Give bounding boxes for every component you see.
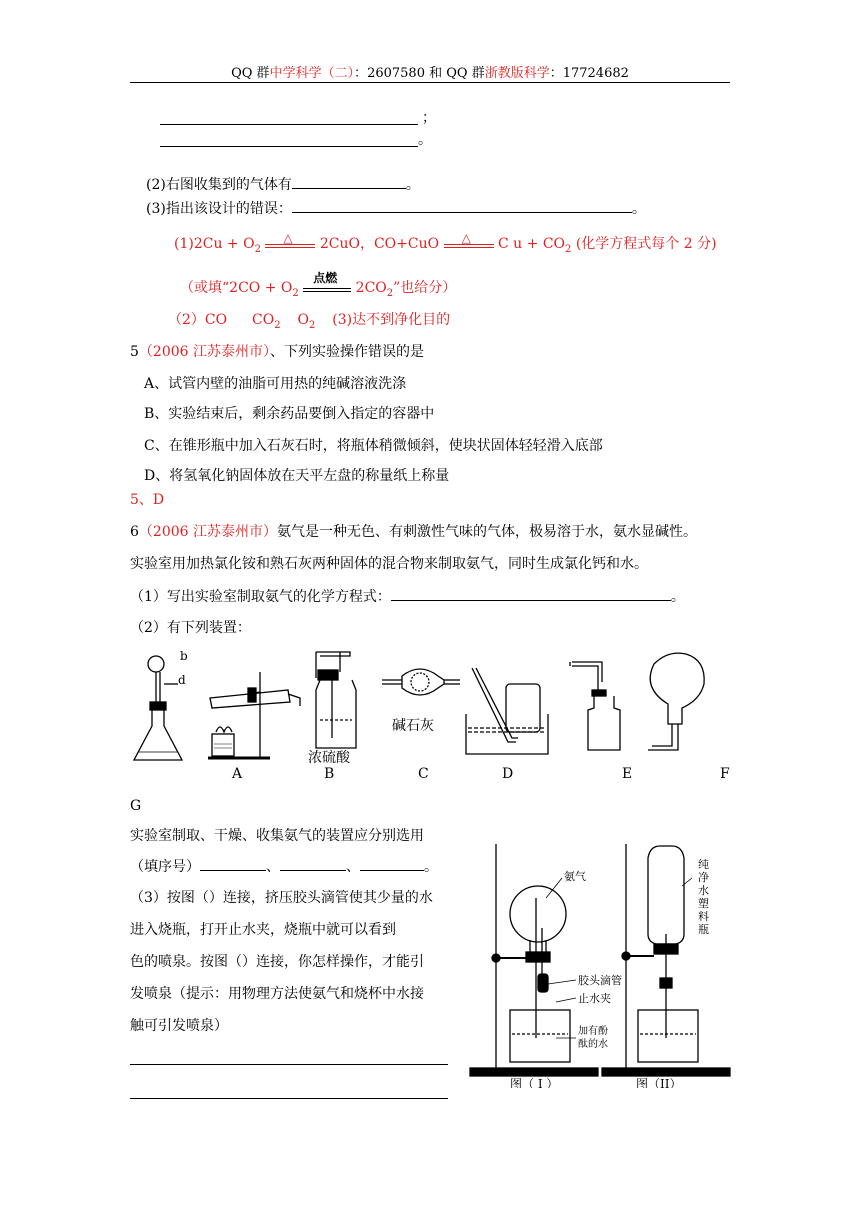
reaction-condition-arrow <box>303 271 351 298</box>
header-text-suffix: ：17724682 <box>549 66 629 81</box>
label-clamp: 止水夹 <box>578 992 611 1005</box>
caption-figure-2: 图（II） <box>636 1077 682 1088</box>
q6-part3-line3: 色的喷泉。按图（）连接，你怎样操作，才能引 <box>130 954 424 970</box>
equation-text: (1)2Cu + O <box>174 236 255 252</box>
answer-blank[interactable] <box>391 586 671 601</box>
condition-heat: △ <box>283 231 293 245</box>
q6-part3-line2: 进入烧瓶，打开止水夹，烧瓶中就可以看到 <box>130 922 396 938</box>
alt-equation-product: 2CO <box>355 280 387 296</box>
reaction-condition-arrow <box>444 231 494 254</box>
apparatus-b-icon <box>208 672 300 758</box>
condition-ignite: 点燃 <box>313 271 338 285</box>
apparatus-label-f: F <box>720 766 730 782</box>
apparatus-e-icon <box>466 668 548 754</box>
punct: 、 <box>266 859 280 875</box>
punct: 。 <box>405 177 420 193</box>
fountain-setup-2-icon <box>602 844 730 1076</box>
port-label-d: d <box>178 673 186 687</box>
q6-part1 <box>130 586 685 607</box>
answer-blank-line <box>160 124 418 125</box>
option-a: A、试管内壁的油脂可用热的纯碱溶液洗涤 <box>144 376 407 392</box>
q4-part2-text: (2)右图收集到的气体有 <box>146 177 292 193</box>
answer-blank-line <box>130 1064 448 1065</box>
answer-blank[interactable] <box>292 198 632 213</box>
header-text-mid: ：2607580 和 QQ 群 <box>354 66 485 81</box>
punct: 。 <box>424 859 438 875</box>
answer-gas: CO <box>252 312 275 328</box>
answer-blank-line <box>130 1098 448 1099</box>
page-header <box>130 62 730 81</box>
answer-gas: （2）CO <box>168 312 228 328</box>
q6-part1-text: （1）写出实验室制取氨气的化学方程式： <box>130 589 391 605</box>
q6-part3-line4: 发喷泉（提示：用物理方法使氨气和烧杯中水接 <box>130 986 424 1002</box>
apparatus-label-e: E <box>622 766 633 782</box>
answer-blank-collect[interactable] <box>360 856 424 871</box>
apparatus-c-icon <box>316 652 356 748</box>
label-bottle: 纯净水塑料瓶 <box>698 858 709 936</box>
port-label-b: b <box>180 649 188 663</box>
scoring-note: (化学方程式每个 2 分) <box>571 236 717 252</box>
answer-gas: O <box>297 312 309 328</box>
question-number: 6 <box>130 524 139 540</box>
apparatus-label-b: B <box>324 766 335 782</box>
apparatus-label-d: D <box>502 766 514 782</box>
condition-heat: △ <box>461 231 471 245</box>
question-source: （2006 江苏泰州市） <box>138 344 271 360</box>
apparatus-label-g: G <box>130 798 142 814</box>
label-ammonia: 氨气 <box>564 870 586 883</box>
equation-text: C u + CO <box>498 236 566 252</box>
header-text: QQ 群 <box>231 66 270 81</box>
option-b: B、实验结束后，剩余药品要倒入指定的容器中 <box>144 406 435 422</box>
answer-blank-dry[interactable] <box>280 856 346 871</box>
answer-blank-make[interactable] <box>200 856 266 871</box>
header-group1: 中学科学（二） <box>269 66 355 81</box>
label-dropper: 胶头滴管 <box>578 974 622 987</box>
reagent-label-c: 碱石灰 <box>392 718 434 734</box>
q6-stem <box>130 522 697 542</box>
answer4-line3: （2）CO $CO_2$ $O_2$ (3)达不到净化目的 <box>168 312 451 331</box>
punct: 、 <box>346 859 360 875</box>
reagent-label-b: 浓硫酸 <box>308 750 350 766</box>
label-water: 加有酚酞的水 <box>578 1026 608 1050</box>
q4-part3-text: (3)指出该设计的错误： <box>146 201 292 217</box>
answer-blank[interactable] <box>292 174 406 189</box>
select-hint: （填序号） <box>130 859 200 875</box>
equation-text: 2CuO，CO+CuO <box>319 236 440 252</box>
punct: 。 <box>418 132 432 148</box>
q4-part2 <box>146 174 420 195</box>
q6-part3-line5: 触可引发喷泉） <box>130 1018 228 1034</box>
punct: 。 <box>631 201 646 217</box>
answer4-line2: （或填“$2CO + O_2$ 点燃 $2CO_2$”也给分） <box>180 278 456 304</box>
apparatus-label-c: C <box>418 766 429 782</box>
reaction-condition-arrow <box>265 231 315 254</box>
option-d: D、将氢氧化钠固体放在天平左盘的称量纸上称量 <box>144 468 450 484</box>
punct: ； <box>422 110 436 126</box>
alt-equation-end: ”也给分） <box>393 280 457 296</box>
q6-part3-line1: （3）按图（）连接，挤压胶头滴管使其少量的水 <box>130 890 433 906</box>
question-stem: 、下列实验操作错误的是 <box>270 344 425 360</box>
apparatus-g-icon <box>648 653 704 750</box>
question-stem-2: 实验室用加热氯化铵和熟石灰两种固体的混合物来制取氨气，同时生成氯化钙和水。 <box>130 556 648 572</box>
q5-answer: 5、D <box>130 492 165 508</box>
alt-equation-text: （或填“2CO + O <box>180 280 293 296</box>
apparatus-f-icon <box>570 662 620 750</box>
select-line-2 <box>130 856 438 877</box>
header-group2: 浙教版科学 <box>484 66 550 81</box>
apparatus-d-icon <box>382 669 460 695</box>
apparatus-label-a: A <box>232 766 243 782</box>
question-number: 5 <box>130 344 139 360</box>
option-c: C、在锥形瓶中加入石灰石时，将瓶体稍微倾斜，使块状固体轻轻滑入底部 <box>144 438 603 454</box>
answer-error: (3)达不到净化目的 <box>332 312 451 328</box>
question-source: （2006 江苏泰州市） <box>138 524 278 540</box>
q5-stem <box>130 342 424 362</box>
select-line-1: 实验室制取、干燥、收集氨气的装置应分别选用 <box>130 828 424 844</box>
answer4-line1: $(1)2Cu + O_2$ △ 2CuO，CO+CuO △ C $u + CO_2$ (化学方程式每个 2 分) <box>174 234 717 260</box>
apparatus-a-icon <box>134 656 182 760</box>
punct: 。 <box>670 589 685 605</box>
answer-blank-line <box>160 146 418 147</box>
question-stem: 氨气是一种无色、有刺激性气味的气体，极易溶于水，氨水显碱性。 <box>277 524 698 540</box>
header-rule <box>130 82 730 83</box>
caption-figure-1: 图（ I ） <box>510 1077 559 1088</box>
q6-part2: （2）有下列装置： <box>130 620 251 636</box>
fountain-figure <box>466 838 736 1088</box>
q4-part3 <box>146 198 646 219</box>
